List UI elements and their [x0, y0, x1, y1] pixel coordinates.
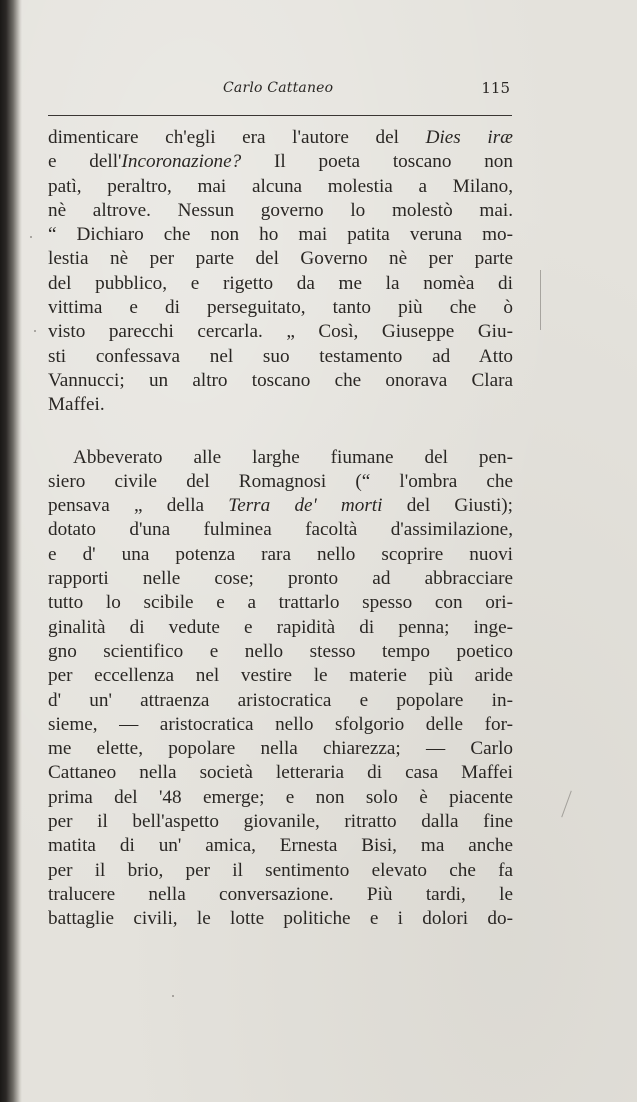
text-line: battaglie civili, le lotte politiche e i dolori do- — [48, 908, 513, 930]
text-line: gno scientifico e nello stesso tempo poetico — [48, 640, 513, 662]
text-line: rapporti nelle cose; pronto ad abbracciare — [48, 568, 513, 590]
text-line: e d' una potenza rara nello scoprire nuovi — [48, 543, 513, 565]
paper-speck — [172, 995, 174, 997]
text-line: “ Dichiaro che non ho mai patita veruna mo- — [48, 224, 513, 246]
paragraph-2 — [48, 446, 513, 932]
paper-speck — [540, 270, 541, 330]
text-span: del Giusti); — [382, 495, 514, 517]
header-rule — [48, 115, 512, 116]
text-line: per il brio, per il sentimento elevato che fa — [48, 859, 513, 881]
text-line: patì, peraltro, mai alcuna molestia a Milano, — [48, 175, 513, 197]
paper-speck — [30, 236, 32, 238]
page-header — [48, 74, 510, 102]
text-line: del pubblico, e rigetto da me la nomèa di — [48, 272, 513, 294]
text-line: sti confessava nel suo testamento ad Atto — [48, 345, 513, 367]
text-line: Vannucci; un altro toscano che onorava Clara — [48, 369, 513, 391]
italic-title: Incoronazione? — [121, 151, 242, 173]
text-line: Abbeverato alle larghe fiumane del pen- — [73, 446, 513, 468]
text-line: tralucere nella conversazione. Più tardi, le — [48, 883, 513, 905]
text-line: Cattaneo nella società letteraria di casa Maffei — [48, 762, 513, 784]
text-span: dimenticare ch'egli era l'autore del — [48, 127, 426, 148]
text-line: sieme, — aristocratica nello sfolgorio delle for- — [48, 713, 513, 735]
text-line: d' un' attraenza aristocratica e popolare in- — [48, 689, 513, 711]
text-line — [48, 494, 513, 518]
text-span: e dell' — [48, 151, 122, 173]
text-line: matita di un' amica, Ernesta Bisi, ma anche — [48, 835, 513, 857]
text-line: siero civile del Romagnosi (“ l'ombra che — [48, 470, 513, 492]
italic-title: Terra de' morti — [228, 495, 383, 517]
italic-title: Dies iræ — [425, 127, 513, 148]
paper-speck — [561, 791, 572, 818]
text-line: vittima e di perseguitato, tanto più che ò — [48, 297, 513, 319]
text-line: tutto lo scibile e a trattarlo spesso con ori- — [48, 592, 513, 614]
text-line: nè altrove. Nessun governo lo molestò mai. — [48, 199, 513, 221]
text-line: visto parecchi cercarla. „ Così, Giuseppe Giu- — [48, 321, 513, 343]
text-line: Maffei. — [48, 394, 105, 416]
text-span: Il poeta toscano non — [241, 151, 513, 173]
paper-speck — [34, 330, 36, 332]
paragraph-gap — [48, 418, 513, 446]
text-line: dotato d'una fulminea facoltà d'assimilazione, — [48, 519, 513, 541]
text-line: ginalità di vedute e rapidità di penna; inge- — [48, 616, 513, 638]
paragraph-1 — [48, 126, 513, 418]
text-line — [48, 150, 513, 174]
body-text — [48, 126, 513, 932]
text-line: prima del '48 emerge; e non solo è piacente — [48, 786, 513, 808]
text-line: per eccellenza nel vestire le materie più aride — [48, 665, 513, 687]
text-span: pensava „ della — [48, 495, 229, 517]
text-line — [48, 126, 513, 150]
book-spine-shadow — [0, 0, 22, 1102]
running-head: Carlo Cattaneo — [223, 80, 334, 96]
text-line: me elette, popolare nella chiarezza; — Carlo — [48, 738, 513, 760]
text-line: lestia nè per parte del Governo nè per parte — [48, 248, 513, 270]
page-number: 115 — [481, 79, 510, 97]
text-line: per il bell'aspetto giovanile, ritratto dalla fine — [48, 811, 513, 833]
